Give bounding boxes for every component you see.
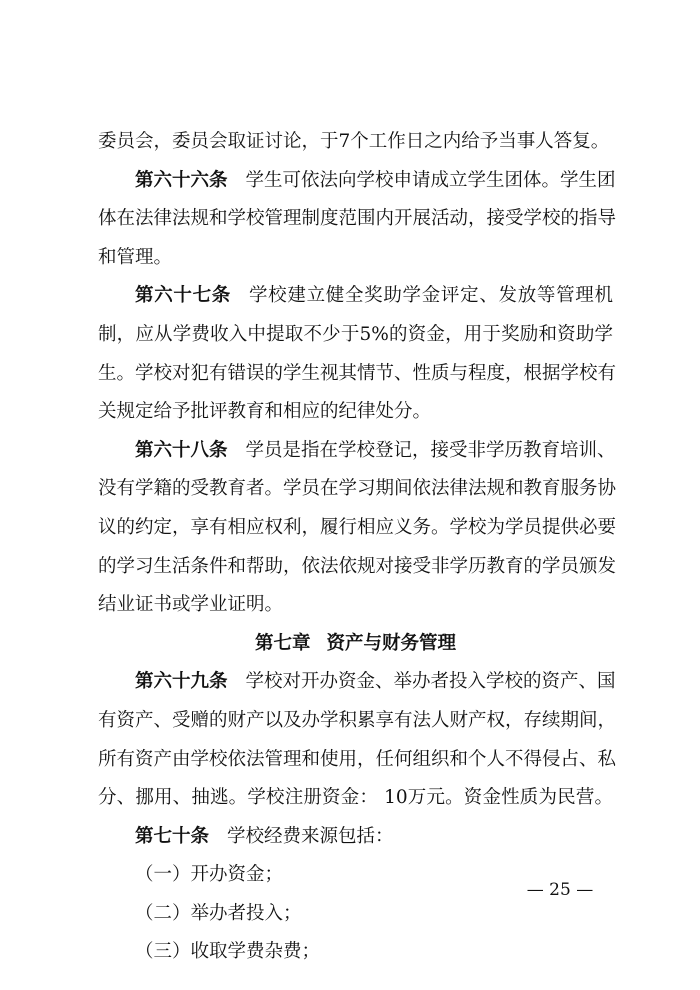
page-number: — 25 —: [526, 880, 594, 900]
paragraph-line: 体在法律法规和学校管理制度范围内开展活动，接受学校的指导: [98, 208, 617, 230]
article-number: 第六十八条: [135, 439, 228, 461]
paragraph-line: 生。学校对犯有错误的学生视其情节、性质与程度，根据学校有: [98, 362, 617, 384]
paragraph-line: 委员会，委员会取证讨论，于7个工作日之内给予当事人答复。: [98, 131, 610, 152]
list-item: （三）收取学费杂费；: [135, 941, 321, 963]
paragraph-line: 关规定给予批评教育和相应的纪律处分。: [98, 401, 432, 423]
paragraph-text: 学校建立健全奖助学金评定、发放等管理机: [248, 285, 613, 307]
paragraph-line: 有资产、受赠的财产以及办学积累享有法人财产权，存续期间，: [98, 709, 617, 731]
paragraph-line: 没有学籍的受教育者。学员在学习期间依法律法规和教育服务协: [98, 478, 617, 500]
paragraph-line: [98, 432, 616, 471]
list-item: （一）开办资金；: [135, 864, 284, 886]
paragraph-line: [98, 818, 613, 857]
paragraph-line: 制，应从学费收入中提取不少于5%的资金，用于奖励和资助学: [98, 323, 613, 345]
paragraph-text: 学生可依法向学校申请成立学生团体。学生团: [245, 169, 616, 191]
chapter-title: 资产与财务管理: [326, 632, 457, 654]
article-number: 第六十七条: [135, 285, 231, 307]
paragraph-line: [98, 663, 616, 702]
paragraph-line: 的学习生活条件和帮助，依法依规对接受非学历教育的学员颁发: [98, 555, 617, 577]
article-number: 第七十条: [135, 825, 210, 847]
document-body: [98, 123, 617, 972]
article-number: 第六十九条: [135, 671, 228, 693]
chapter-heading: [98, 625, 613, 664]
list-item: （二）举办者投入；: [135, 902, 302, 924]
paragraph-line: 议的约定，享有相应权利，履行相应义务。学校为学员提供必要: [98, 516, 617, 538]
article-number: 第六十六条: [135, 169, 228, 191]
paragraph-text: 学校对开办资金、举办者投入学校的资产、国: [245, 671, 616, 693]
paragraph-line: [98, 277, 613, 316]
paragraph-line: [98, 162, 616, 201]
chapter-number: 第七章: [254, 632, 311, 654]
paragraph-text: 学校经费来源包括：: [227, 825, 394, 847]
paragraph-line: 和管理。: [98, 246, 173, 268]
paragraph-line: 分、挪用、抽逃。学校注册资金： 10万元。资金性质为民营。: [98, 787, 613, 809]
paragraph-line: 结业证书或学业证明。: [98, 594, 284, 616]
paragraph-text: 学员是指在学校登记，接受非学历教育培训、: [245, 439, 616, 461]
paragraph-line: 所有资产由学校依法管理和使用，任何组织和个人不得侵占、私: [98, 748, 617, 770]
